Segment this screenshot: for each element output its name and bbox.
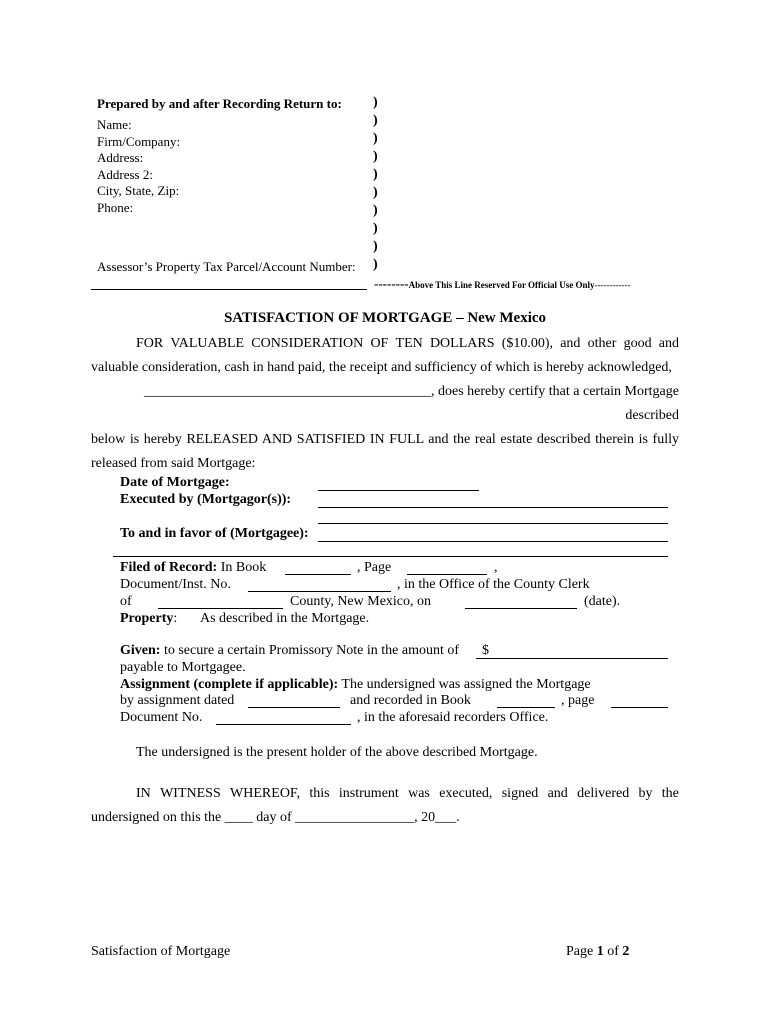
of-label: of (120, 594, 132, 609)
return-to-field-address-2: Address 2: (97, 166, 153, 182)
intro-line-1-word: OF (370, 336, 389, 351)
assignment-label: Assignment (complete if applicable): (120, 677, 339, 692)
witness-line-1-word: and (547, 786, 568, 801)
of-word: of (607, 944, 619, 959)
bracket-7: ) (373, 203, 378, 218)
prepared-by-label: Prepared by and after Recording Return to: (97, 96, 342, 111)
witness-line-1-word: executed, (439, 786, 493, 801)
witness-line-1-word: signed (501, 786, 539, 801)
page-number: 1 (596, 944, 604, 959)
document-no-label: Document No. (120, 710, 203, 725)
parcel-number-label: Assessor’s Property Tax Parcel/Account Number: (97, 259, 356, 274)
witness-line-1-word: instrument (338, 786, 399, 801)
releasor-blank[interactable]: _________________________________________ (143, 384, 431, 399)
by-assignment-label: by assignment dated (120, 693, 235, 708)
page-total: 2 (622, 944, 630, 959)
intro-line-1-word: CONSIDERATION (251, 336, 364, 351)
return-to-field-phone: Phone: (97, 199, 134, 215)
return-to-field-city-state-zip: City, State, Zip: (97, 183, 180, 198)
mortgagee-label: To and in favor of (Mortgagee): (120, 526, 309, 541)
witness-line-1-word: WITNESS (160, 786, 221, 801)
recorders-office-text: , in the aforesaid recorders Office. (357, 710, 549, 725)
reserved-tail: ------------ (594, 280, 631, 290)
assignment-text: The undersigned was assigned the Mortgage (341, 677, 591, 692)
intro-line-1-word: other (587, 336, 617, 351)
intro-line-1-word: TEN (395, 336, 423, 351)
bracket-9: ) (373, 239, 378, 254)
date-paren: (date). (584, 594, 621, 609)
given-text: to secure a certain Promissory Note in the amount of (163, 643, 460, 658)
in-book-label: In Book (220, 560, 267, 575)
property-text: As described in the Mortgage. (200, 611, 370, 626)
intro-line-2-text: valuable consideration, cash in hand paid, the receipt and sufficiency of which is hereby acknowledged, (91, 360, 672, 375)
reserved-dashes: -------- (374, 276, 409, 291)
page-comma: , (494, 560, 498, 575)
county-clerk-text: , in the Office of the County Clerk (397, 577, 590, 592)
witness-line-1-word: this (309, 786, 330, 801)
bracket-3: ) (373, 131, 378, 146)
witness-line-1-word: the (661, 786, 679, 801)
assignment-page-label: , page (561, 693, 595, 708)
page-label: , Page (357, 560, 392, 575)
given-row (120, 643, 459, 659)
holder-statement: The undersigned is the present holder of the above described Mortgage. (136, 745, 538, 760)
mortgagor-line-2[interactable] (318, 523, 668, 524)
assignment-row (120, 677, 591, 693)
document-no-line[interactable] (216, 724, 351, 725)
recorded-date-line[interactable] (465, 608, 577, 609)
intro-line-1-word: good (623, 336, 652, 351)
return-to-field-address: Address: (97, 150, 144, 165)
note-amount-line[interactable] (476, 658, 668, 659)
bracket-2: ) (373, 113, 378, 128)
filed-of-record-row (120, 560, 266, 576)
witness-line-1-word: IN (136, 786, 151, 801)
page-word: Page (566, 944, 594, 959)
intro-line-1-word: and (560, 336, 581, 351)
return-to-field-name: Name: (97, 117, 132, 132)
intro-line-3-text: , does hereby certify that a certain Mortgage described (430, 384, 679, 423)
page-indicator (566, 944, 629, 960)
intro-line-2 (91, 356, 679, 380)
mortgagee-line-2[interactable] (113, 556, 668, 557)
bracket-1: ) (373, 95, 378, 110)
document-title: SATISFACTION OF MORTGAGE – New Mexico (223, 310, 547, 326)
date-of-mortgage-line[interactable] (318, 490, 479, 491)
intro-line-3 (91, 380, 679, 428)
intro-line-5-text: released from said Mortgage: (91, 456, 256, 471)
bracket-6: ) (373, 185, 378, 200)
payable-text: payable to Mortgagee. (120, 660, 246, 675)
dollar-sign: $ (482, 643, 489, 658)
witness-line-1 (91, 782, 679, 806)
filed-of-record-label: Filed of Record: (120, 560, 218, 575)
bracket-8: ) (373, 221, 378, 236)
assignment-book-line[interactable] (497, 707, 555, 708)
bracket-5: ) (373, 167, 378, 182)
given-label: Given: (120, 643, 161, 658)
intro-line-5 (91, 452, 679, 476)
date-of-mortgage-label: Date of Mortgage: (120, 475, 230, 490)
witness-date-text[interactable]: undersigned on this the ____ day of _________________, 20___. (91, 810, 460, 825)
assignment-page-line[interactable] (611, 707, 668, 708)
bracket-4: ) (373, 149, 378, 164)
county-state-text: County, New Mexico, on (290, 594, 432, 609)
property-colon: : (173, 611, 178, 626)
witness-line-1-word: by (638, 786, 653, 801)
intro-line-1-word: DOLLARS (429, 336, 495, 351)
intro-line-1-word: ($10.00), (501, 336, 554, 351)
intro-line-1-word: FOR (136, 336, 164, 351)
intro-line-4 (91, 428, 679, 452)
executed-by-label: Executed by (Mortgagor(s)): (120, 492, 292, 507)
page-number-line[interactable] (407, 574, 487, 575)
witness-line-1-word: WHEREOF, (230, 786, 301, 801)
bracket-10: ) (373, 257, 378, 272)
county-line[interactable] (158, 608, 283, 609)
mortgagee-line-1[interactable] (318, 541, 668, 542)
witness-line-1-word: was (408, 786, 430, 801)
witness-line-1-word: delivered (577, 786, 630, 801)
footer-title: Satisfaction of Mortgage (91, 944, 231, 959)
intro-paragraph (91, 332, 679, 476)
property-row (120, 611, 177, 627)
book-number-line[interactable] (285, 574, 351, 575)
intro-line-4-text: below is hereby RELEASED AND SATISFIED IN FULL and the real estate described therein is fully (91, 432, 679, 447)
recorded-in-book-label: and recorded in Book (350, 693, 471, 708)
property-label: Property (120, 611, 174, 626)
parcel-number-line[interactable] (91, 289, 367, 290)
mortgagor-line-1[interactable] (318, 507, 668, 508)
assignment-date-line[interactable] (248, 707, 340, 708)
reserved-text: Above This Line Reserved For Official Use Only (408, 280, 595, 290)
document-inst-line[interactable] (248, 591, 391, 592)
document-inst-label: Document/Inst. No. (120, 577, 231, 592)
witness-line-2 (91, 806, 679, 830)
witness-paragraph (91, 782, 679, 830)
intro-line-1 (91, 332, 679, 356)
intro-line-1-word: VALUABLE (170, 336, 245, 351)
return-to-field-firm-company: Firm/Company: (97, 133, 181, 149)
reserved-line-notice (374, 276, 631, 292)
intro-line-1-word: and (658, 336, 679, 351)
